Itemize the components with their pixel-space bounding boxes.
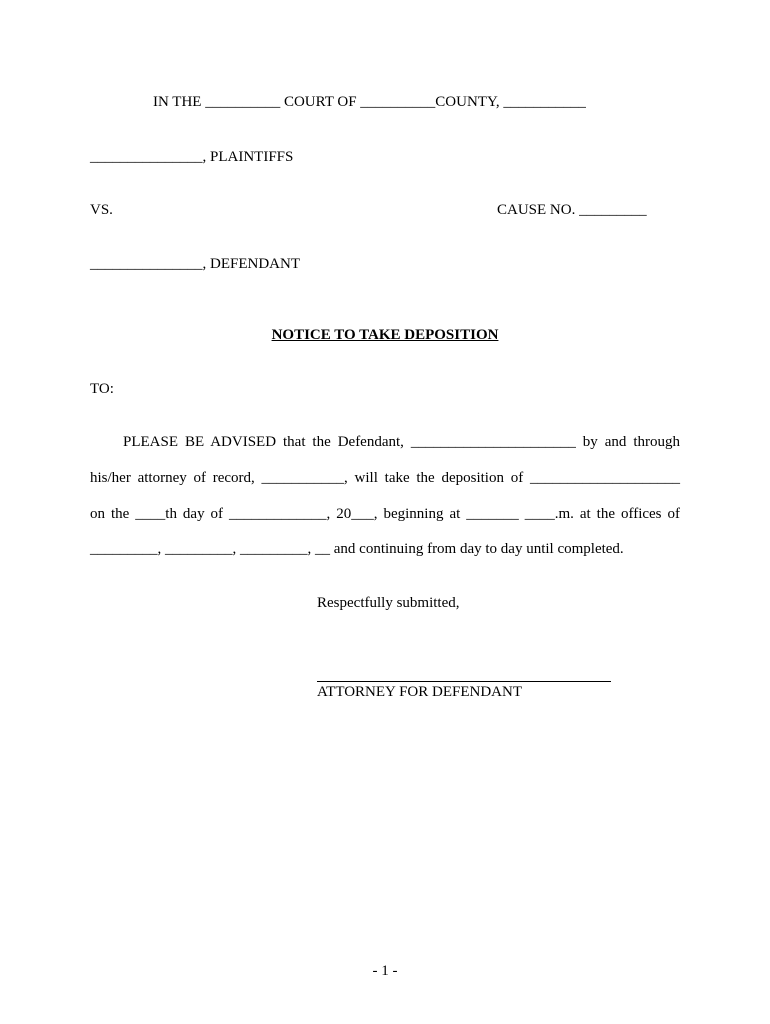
signature-line [317,681,611,682]
cause-number: CAUSE NO. _________ [497,202,647,218]
body-line-1: PLEASE BE ADVISED that the Defendant, ______________________ by and through [123,434,680,450]
body-line-4: _________, _________, _________, __ and continuing from day to day until completed. [90,541,624,557]
to-label: TO: [90,381,114,397]
signature-label: ATTORNEY FOR DEFENDANT [317,684,523,700]
body-line-3: on the ____th day of _____________, 20___, beginning at _______ ____.m. at the offices of [90,506,680,522]
court-caption-line: IN THE __________ COURT OF __________COUNTY, ___________ [153,94,586,110]
plaintiffs-line: _______________, PLAINTIFFS [90,149,294,165]
document-title: NOTICE TO TAKE DEPOSITION [271,327,499,343]
respectfully-submitted: Respectfully submitted, [317,595,460,611]
versus-label: VS. [90,202,113,218]
defendant-line: _______________, DEFENDANT [90,256,300,272]
body-line-2: his/her attorney of record, ___________, will take the deposition of ____________________ [90,470,680,486]
page-number: - 1 - [372,963,398,979]
